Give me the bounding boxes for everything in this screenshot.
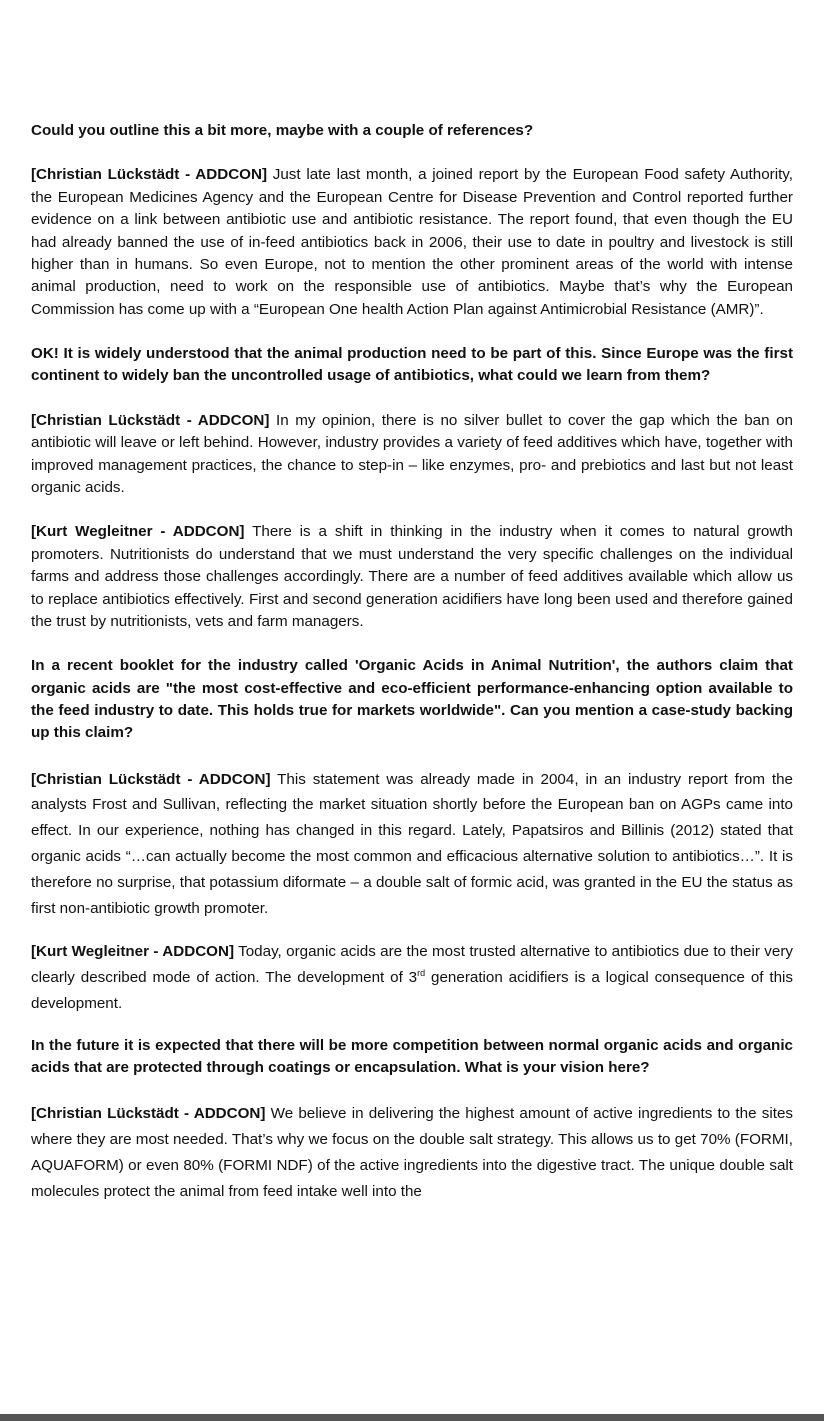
answer-6 [31, 1101, 793, 1204]
question-2: OK! It is widely understood that the animal production need to be part of this. Since Europe was the first continent to widely ban the uncontrolled usage of antibiotics, what could we learn from them? [31, 345, 793, 385]
answer-text: We believe in delivering the highest amount of active ingredients to the sites where they are most needed. That’s why we focus on the double salt strategy. This allows us to get 70% (FORMI, AQUAFORM) or even 80% (FORMI NDF) of the active ingredients into the digestive tract. The unique double salt molecules protect the animal from feed intake well into the [31, 1105, 793, 1200]
page-bottom-bar [0, 1414, 824, 1421]
answer-text: Just late last month, a joined report by the European Food safety Authority, the European Medicines Agency and the European Centre for Disease Prevention and Control reported further evidence on a link between antibiotic use and antibiotic resistance. The report found, that even though the EU had already banned the use of in-feed antibiotics back in 2006, their use to date in poultry and livestock is still higher than in humans. So even Europe, not to mention the other prominent areas of the world with intense animal production, need to work on the responsible use of antibiotics. Maybe that’s why the European Commission has come up with a “European One health Action Plan against Antimicrobial Resistance (AMR)”. [31, 166, 793, 318]
answer-4 [31, 767, 793, 922]
speaker-label: [Christian Lückstädt - ADDCON] [31, 1105, 266, 1123]
speaker-label: [Christian Lückstädt - ADDCON] [31, 166, 268, 184]
answer-5 [31, 939, 793, 1016]
speaker-label: [Christian Lückstädt - ADDCON] [31, 411, 270, 429]
speaker-label: [Christian Lückstädt - ADDCON] [31, 770, 271, 788]
answer-text: In my opinion, there is no silver bullet to cover the gap which the ban on antibiotic will leave or left behind. However, industry provides a variety of feed additives which have, together with improved management practices, the chance to step-in – like enzymes, pro- and prebiotics and last but not least organic acids. [31, 411, 793, 496]
superscript: rd [417, 968, 426, 979]
question-4: In the future it is expected that there will be more competition between normal organic acids and organic acids that are protected through coatings or encapsulation. What is your vision here? [31, 1036, 793, 1077]
question-3: In a recent booklet for the industry called 'Organic Acids in Animal Nutrition', the authors claim that organic acids are "the most cost-effective and eco-efficient performance-enhancing option available to the feed industry to date. This holds true for markets worldwide". Can you mention a case-study backing up this claim? [31, 657, 793, 742]
answer-2 [31, 410, 793, 500]
speaker-label: [Kurt Wegleitner - ADDCON] [31, 523, 245, 541]
answer-text-continued: generation acidifiers is a logical consequence of this development. [31, 969, 793, 1012]
document-page [31, 120, 793, 1205]
answer-text: There is a shift in thinking in the industry when it comes to natural growth promoters. Nutritionists do understand that we must understand the very specific challenges on the individual farms and address those challenges accordingly. There are a number of feed additives available which allow us to replace antibiotics effectively. First and second generation acidifiers have long been used and therefore gained the trust by nutritionists, vets and farm managers. [31, 523, 793, 630]
question-1: Could you outline this a bit more, maybe with a couple of references? [31, 122, 534, 139]
answer-3 [31, 521, 793, 633]
answer-1 [31, 164, 793, 321]
answer-text: Today, organic acids are the most trusted alternative to antibiotics due to their very clearly described mode of action. The development of 3 [31, 943, 793, 987]
answer-text: This statement was already made in 2004, in an industry report from the analysts Frost and Sullivan, reflecting the market situation shortly before the European ban on AGPs came into effect. In our experience, nothing has changed in this regard. Lately, Papatsiros and Billinis (2012) stated that organic acids “…can actually become the most common and efficacious alternative solution to antibiotics…”. It is therefore no surprise, that potassium diformate – a double salt of formic acid, was granted in the EU the status as first non-antibiotic growth promoter. [31, 770, 793, 917]
speaker-label: [Kurt Wegleitner - ADDCON] [31, 943, 235, 961]
